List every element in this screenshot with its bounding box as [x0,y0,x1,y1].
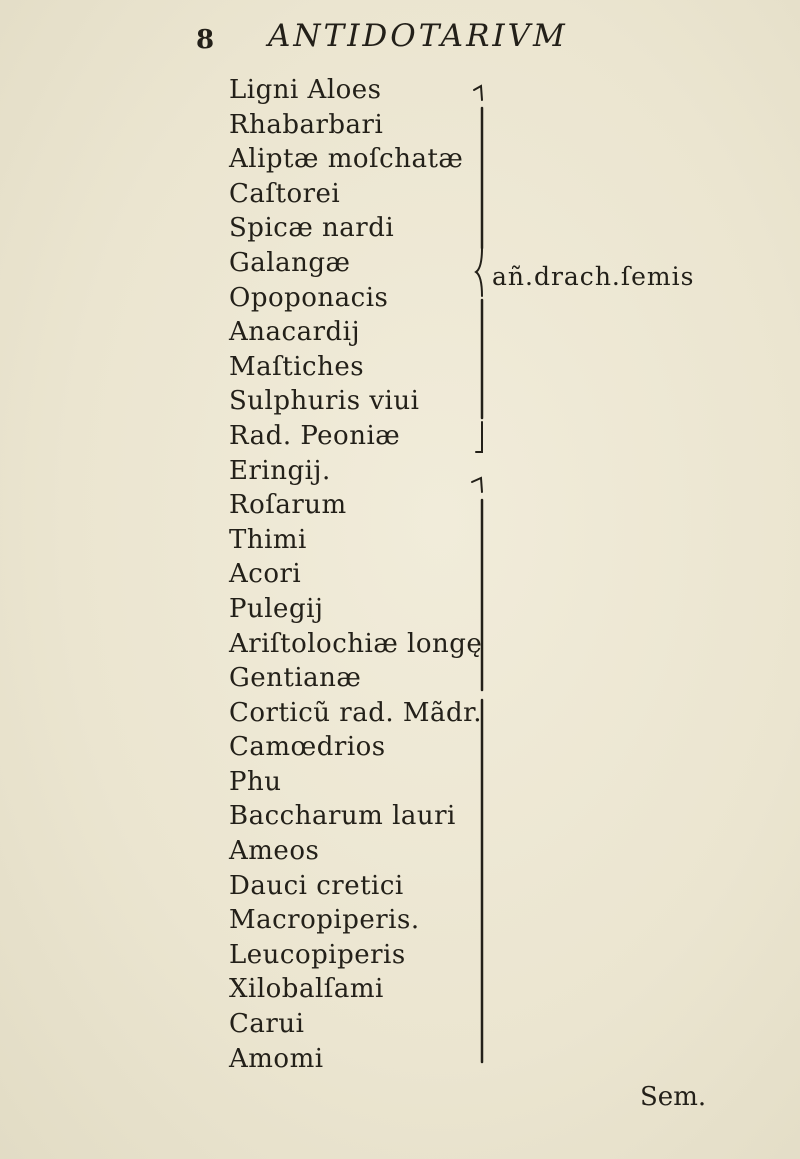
ingredient-item: Camœdrios [229,732,386,763]
ingredient-item: Anacardij [229,317,361,348]
ingredient-item: Aliptæ moſchatæ [229,144,464,175]
ingredient-item: Roſarum [229,490,347,521]
ingredient-item: Corticũ rad. Mãdr. [229,697,483,728]
ingredient-item: Galangæ [229,247,351,278]
running-head: ANTIDOTARIVM [268,18,568,54]
ingredient-item: Pulegij [229,593,324,624]
catchword: Sem. [640,1082,707,1112]
ingredient-item: Gentianæ [229,663,362,694]
ingredient-item: Macropiperis. [229,905,420,936]
ingredient-item: Rhabarbari [229,109,384,140]
ingredient-item: Carui [229,1009,305,1040]
ingredient-item: Ligni Aloes [229,75,382,105]
ingredient-item: Leucopiperis [229,939,406,970]
ingredient-item: Maſtiches [229,351,365,382]
ingredient-item: Baccharum lauri [229,801,456,832]
ingredient-item: Thimi [229,524,307,555]
ingredient-item: Eringij. [229,455,331,486]
page-number: 8 [196,25,216,55]
ingredient-item: Caſtorei [229,178,341,209]
dosage-note: añ.drach.ſemis [492,262,695,291]
ingredient-item: Acori [229,559,302,590]
ingredient-item: Xilobalſami [229,974,384,1005]
ingredient-item: Opoponacis [229,282,389,313]
ingredient-item: Dauci cretici [229,870,404,901]
ingredient-item: Sulphuris viui [229,386,420,417]
ingredient-item: Phu [229,766,282,797]
ingredient-item: Spicæ nardi [229,213,395,244]
ingredient-item: Ameos [229,836,320,867]
ingredient-item: Amomi [229,1043,324,1074]
ingredient-item: Rad. Peoniæ [229,420,401,451]
ingredient-item: Ariſtolochiæ longę [229,628,483,659]
